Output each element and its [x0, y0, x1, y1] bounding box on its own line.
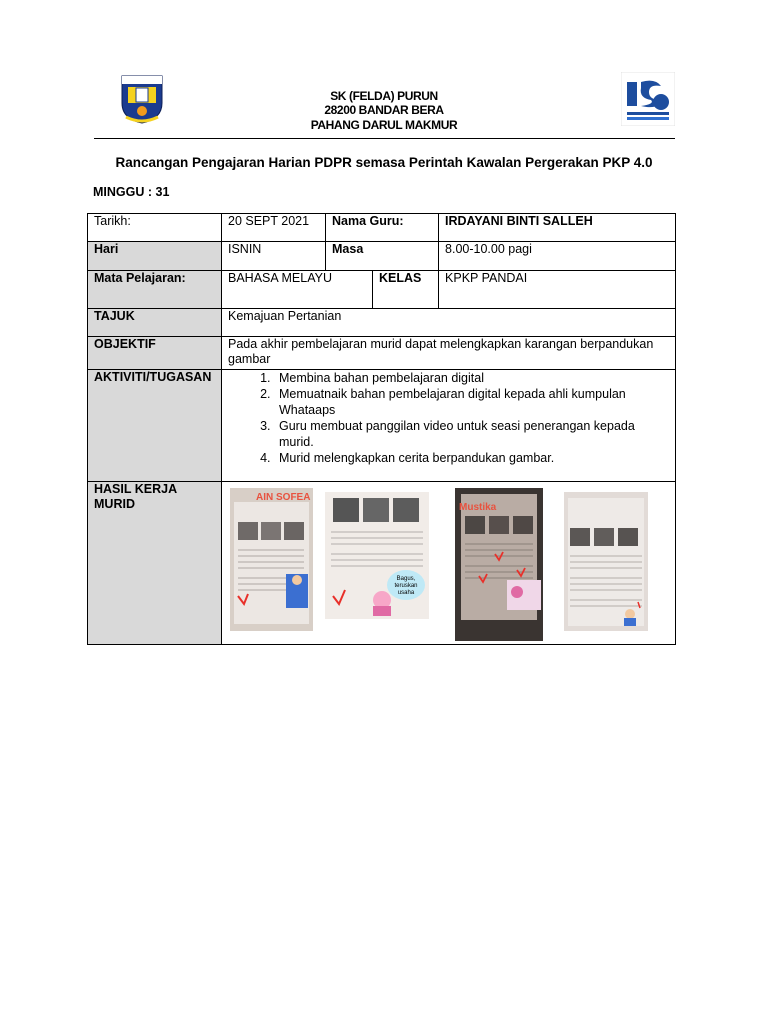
week-number: 31: [155, 185, 170, 199]
header-divider: [94, 138, 675, 139]
topic-value: Kemajuan Pertanian: [222, 309, 676, 337]
activity-item: 4. Murid melengkapkan cerita berpandukan gambar.: [274, 450, 669, 466]
school-state: PAHANG DARUL MAKMUR: [310, 118, 458, 132]
class-value: KPKP PANDAI: [439, 271, 676, 309]
activities-label: AKTIVITI/TUGASAN: [88, 370, 222, 482]
class-label: KELAS: [373, 271, 439, 309]
teacher-label: Nama Guru:: [326, 214, 439, 242]
date-value: 20 SEPT 2021: [222, 214, 326, 242]
subject-value: BAHASA MELAYU: [222, 271, 373, 309]
objective-label: OBJEKTIF: [88, 337, 222, 370]
lesson-plan-table: [87, 213, 676, 645]
student-work-photo: [325, 492, 429, 619]
objective-value: Pada akhir pembelajaran murid dapat melengkapkan karangan berpandukan gambar: [222, 337, 676, 370]
document-title: Rancangan Pengajaran Harian PDPR semasa Perintah Kawalan Pergerakan PKP 4.0: [115, 155, 653, 170]
results-label: HASIL KERJA MURID: [88, 482, 222, 645]
teacher-value: IRDAYANI BINTI SALLEH: [439, 214, 676, 242]
day-label: Hari: [88, 242, 222, 271]
topic-label: TAJUK: [88, 309, 222, 337]
week-label: MINGGU :: [93, 185, 153, 199]
student-name-annotation: Mustika: [459, 502, 497, 513]
results-cell: [222, 482, 676, 645]
student-work-photo: [230, 488, 313, 631]
activities-list: [228, 370, 669, 466]
activity-item: 1. Membina bahan pembelajaran digital: [274, 370, 669, 386]
day-value: ISNIN: [222, 242, 326, 271]
date-label: Tarikh:: [88, 214, 222, 242]
activities-cell: [222, 370, 676, 482]
week-line: [93, 185, 169, 199]
activity-item: 2. Memuatnaik bahan pembelajaran digital kepada ahli kumpulan Whataaps: [274, 386, 669, 418]
student-work-gallery: [222, 482, 675, 644]
student-work-photo: [455, 488, 543, 641]
activity-item: 3. Guru membuat panggilan video untuk seasi penerangan kepada murid.: [274, 418, 669, 450]
student-work-photo: [564, 492, 648, 631]
time-label: Masa: [326, 242, 439, 271]
time-value: 8.00-10.00 pagi: [439, 242, 676, 271]
encouragement-sticker: Bagus, teruskan usaha: [387, 570, 425, 600]
student-name-annotation: AIN SOFEA: [256, 492, 311, 503]
school-address: 28200 BANDAR BERA: [324, 103, 444, 117]
school-name: SK (FELDA) PURUN: [330, 89, 438, 103]
subject-label: Mata Pelajaran:: [88, 271, 222, 309]
